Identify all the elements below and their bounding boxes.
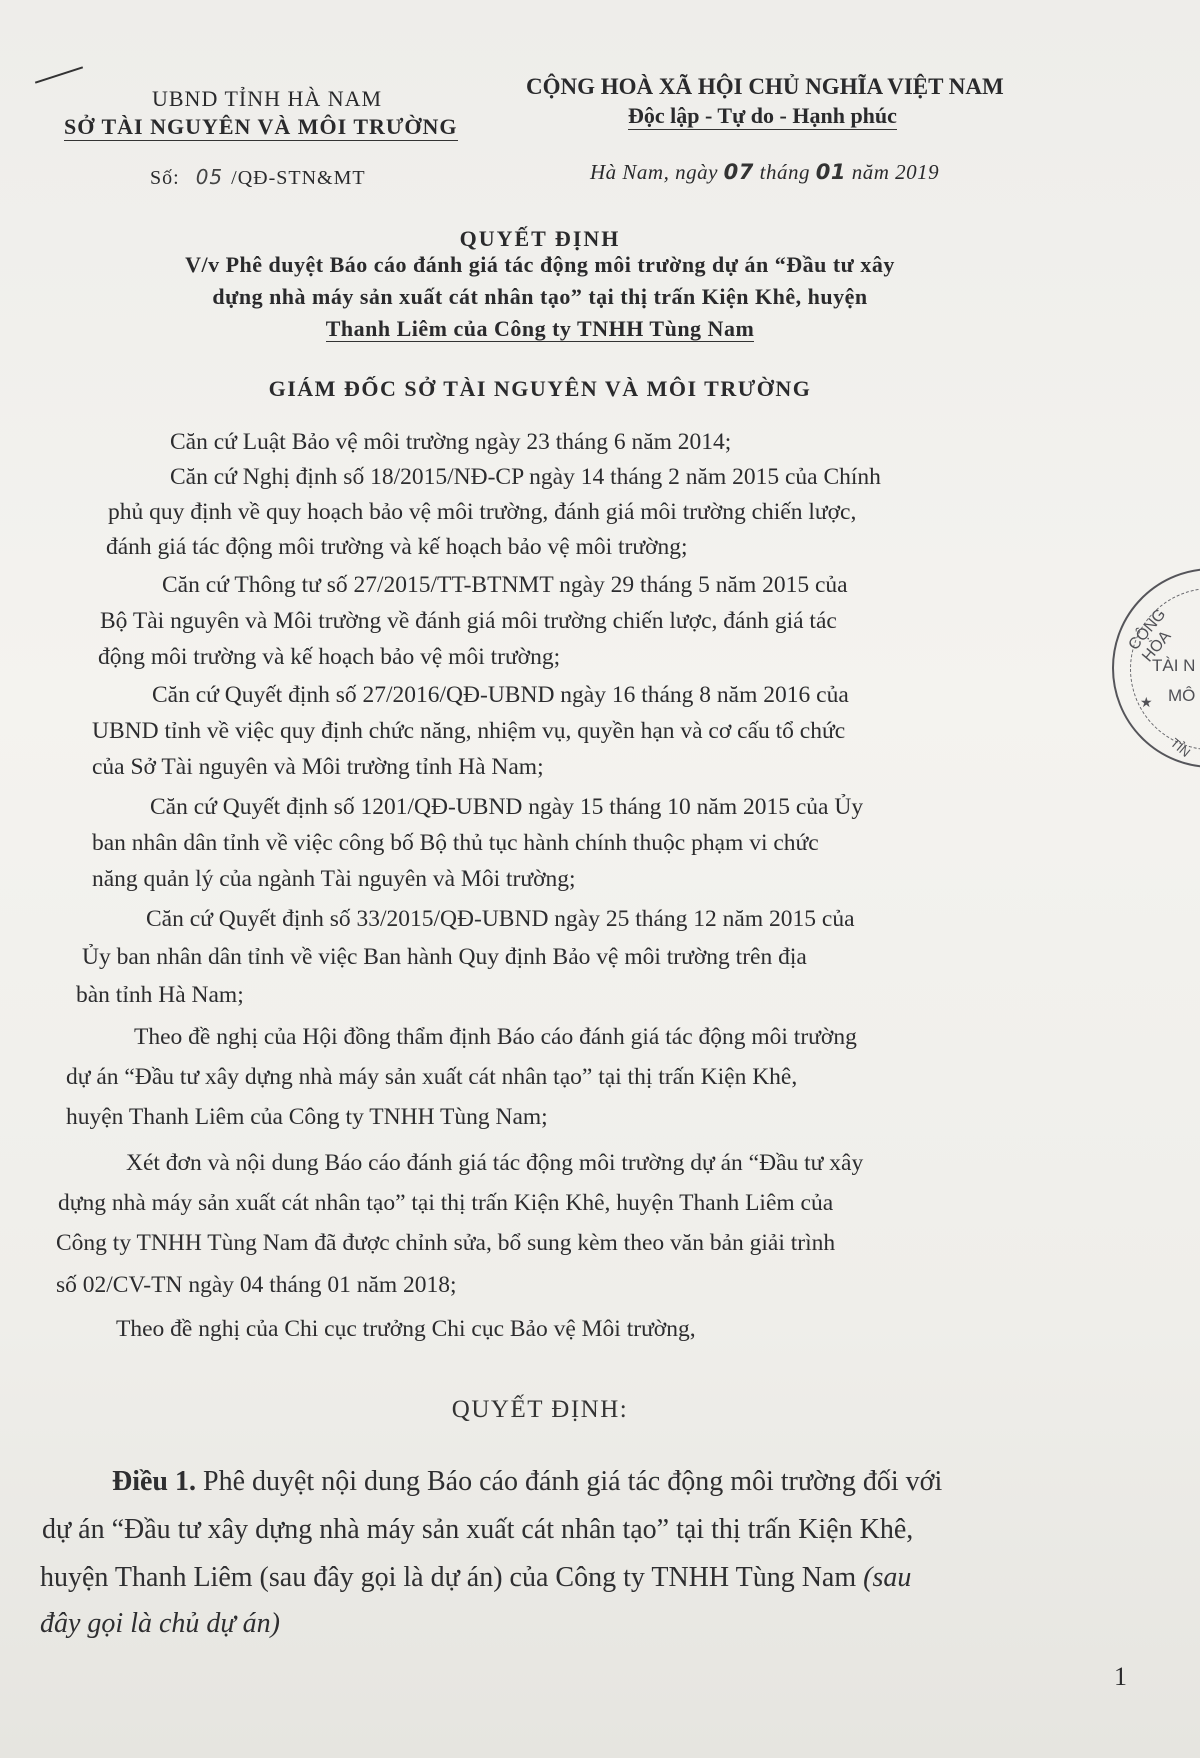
body-line: Bộ Tài nguyên và Môi trường về đánh giá môi trường chiến lược, đánh giá tác: [100, 608, 837, 634]
article-1-line-4: đây gọi là chủ dự án): [40, 1608, 281, 1639]
body-line: Căn cứ Nghị định số 18/2015/NĐ-CP ngày 14 tháng 2 năm 2015 của Chính: [170, 464, 881, 490]
body-line: phủ quy định về quy hoạch bảo vệ môi trường, đánh giá môi trường chiến lược,: [108, 499, 857, 525]
body-line: huyện Thanh Liêm của Công ty TNHH Tùng Nam;: [66, 1104, 548, 1130]
body-line: UBND tỉnh về việc quy định chức năng, nhiệm vụ, quyền hạn và cơ cấu tổ chức: [92, 718, 846, 744]
national-motto-text: Độc lập - Tự do - Hạnh phúc: [628, 103, 897, 128]
issuing-authority-parent: UBND TỈNH HÀ NAM: [152, 86, 383, 111]
body-line: dựng nhà máy sản xuất cát nhân tạo” tại thị trấn Kiện Khê, huyện Thanh Liêm của: [58, 1190, 834, 1216]
subject-line-3: [0, 316, 1080, 342]
article-1-line-2: dự án “Đầu tư xây dựng nhà máy sản xuất cát nhân tạo” tại thị trấn Kiện Khê,: [42, 1514, 914, 1545]
body-line: Theo đề nghị của Hội đồng thẩm định Báo cáo đánh giá tác động môi trường: [134, 1024, 857, 1050]
pen-mark: [35, 66, 83, 83]
issuing-authority: [64, 114, 458, 140]
body-line: ban nhân dân tỉnh về việc công bố Bộ thủ tục hành chính thuộc phạm vi chức: [92, 830, 819, 856]
body-line: đánh giá tác động môi trường và kế hoạch bảo vệ môi trường;: [106, 534, 688, 560]
article-1-text-3: huyện Thanh Liêm (sau đây gọi là dự án) của Công ty TNHH Tùng Nam: [40, 1562, 857, 1593]
document-number: [150, 165, 366, 190]
seal-star-icon: ★: [1140, 694, 1153, 710]
body-line: Công ty TNHH Tùng Nam đã được chỉnh sửa, bổ sung kèm theo văn bản giải trình: [56, 1230, 836, 1256]
number-prefix: Số:: [150, 167, 180, 189]
year-label: năm 2019: [851, 160, 940, 184]
body-line: Ủy ban nhân dân tỉnh về việc Ban hành Quy định Bảo vệ môi trường trên địa: [82, 944, 807, 970]
body-line: Căn cứ Quyết định số 1201/QĐ-UBND ngày 15 tháng 10 năm 2015 của Ủy: [150, 794, 864, 820]
body-line: Căn cứ Thông tư số 27/2015/TT-BTNMT ngày 29 tháng 5 năm 2015 của: [162, 572, 848, 598]
article-1-line-3: [40, 1562, 911, 1594]
authority-heading: GIÁM ĐỐC SỞ TÀI NGUYÊN VÀ MÔI TRƯỜNG: [268, 376, 812, 401]
article-1-italic: (sau: [863, 1562, 912, 1593]
decision-heading: QUYẾT ĐỊNH:: [451, 1396, 629, 1423]
body-line: Căn cứ Quyết định số 27/2016/QĐ-UBND ngày 16 tháng 8 năm 2016 của: [152, 682, 849, 708]
handwritten-day: 07: [723, 160, 754, 184]
issuing-authority-text: SỞ TÀI NGUYÊN VÀ MÔI TRƯỜNG: [64, 114, 458, 139]
document-type-heading: QUYẾT ĐỊNH: [459, 226, 621, 251]
national-motto: [628, 103, 897, 129]
body-line: Xét đơn và nội dung Báo cáo đánh giá tác động môi trường dự án “Đầu tư xây: [126, 1150, 864, 1176]
subject-line-3-text: Thanh Liêm của Công ty TNHH Tùng Nam: [325, 316, 755, 341]
article-1-text-1: Phê duyệt nội dung Báo cáo đánh giá tác động môi trường đối với: [203, 1466, 943, 1497]
body-line: Căn cứ Quyết định số 33/2015/QĐ-UBND ngày 25 tháng 12 năm 2015 của: [146, 906, 855, 932]
month-label: tháng: [759, 160, 810, 184]
number-suffix: /QĐ-STN&MT: [231, 167, 366, 189]
body-line: bàn tỉnh Hà Nam;: [76, 982, 244, 1008]
body-line: số 02/CV-TN ngày 04 tháng 01 năm 2018;: [56, 1272, 457, 1298]
seal-text-mid-2: MÔ: [1168, 686, 1196, 705]
page-number: 1: [1114, 1662, 1127, 1691]
handwritten-month: 01: [815, 160, 846, 184]
body-line: năng quản lý của ngành Tài nguyên và Môi trường;: [92, 866, 576, 892]
body-line: động môi trường và kế hoạch bảo vệ môi trường;: [98, 644, 561, 670]
body-line: dự án “Đầu tư xây dựng nhà máy sản xuất cát nhân tạo” tại thị trấn Kiện Khê,: [66, 1064, 798, 1090]
seal-text-bottom: TỈN: [1167, 735, 1194, 760]
body-line: của Sở Tài nguyên và Môi trường tỉnh Hà Nam;: [92, 754, 544, 780]
subject-line-1: V/v Phê duyệt Báo cáo đánh giá tác động môi trường dự án “Đầu tư xây: [185, 252, 895, 277]
body-line: Theo đề nghị của Chi cục trưởng Chi cục Bảo vệ Môi trường,: [116, 1316, 696, 1342]
article-1-label: Điều 1.: [112, 1466, 196, 1497]
seal-text-mid-1: TÀI N: [1152, 656, 1196, 675]
seal-text-top: CỘNG HÒA: [1125, 606, 1175, 666]
place-date: [590, 160, 939, 185]
subject-line-2: dựng nhà máy sản xuất cát nhân tạo” tại thị trấn Kiện Khê, huyện: [212, 284, 868, 309]
place-prefix: Hà Nam, ngày: [590, 160, 718, 184]
body-line: Căn cứ Luật Bảo vệ môi trường ngày 23 tháng 6 năm 2014;: [170, 429, 732, 455]
article-1-line-1: [112, 1466, 942, 1498]
handwritten-number: 05: [195, 165, 224, 189]
national-title: CỘNG HOÀ XÃ HỘI CHỦ NGHĨA VIỆT NAM: [526, 74, 1004, 99]
